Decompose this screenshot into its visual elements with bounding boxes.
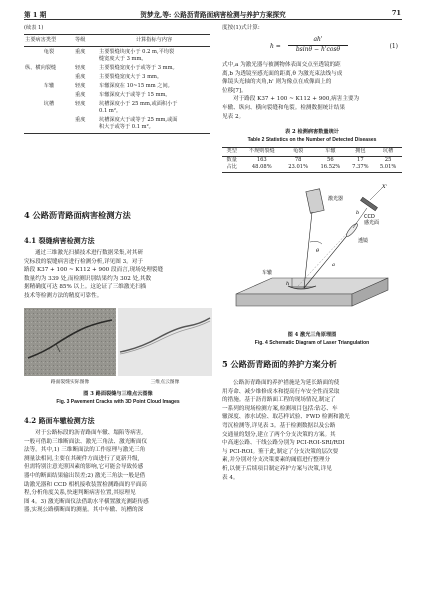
text-line: 对于公路标段的沥青路面车辙、塌陷等病害,	[35, 430, 144, 436]
table-cell	[24, 56, 74, 63]
table-row	[24, 81, 210, 90]
equation-lhs: h =	[270, 43, 281, 50]
section5-heading: 5 公路沥青路面的养护方案分析	[222, 359, 337, 369]
text-line: 一般可借助三维断面法、激光三角法、激光断面仪	[24, 438, 148, 445]
table2-header-cell: 不规则裂缝	[248, 148, 275, 154]
figure3-caption-en: Fig. 3 Pavement Cracks with 3D Point Cloud Images	[56, 399, 180, 405]
table-cell: 48.08%	[251, 164, 272, 170]
table-row	[24, 115, 210, 124]
table-cell	[74, 124, 98, 134]
table2-header-row	[222, 148, 402, 157]
text-line: 弯沉检测等,详见表 3。基于检测数据以及公路	[222, 422, 336, 429]
table-cell	[74, 56, 98, 63]
table2-header-cell: 车辙	[325, 148, 336, 154]
table-cell: 缝宽度大于 3 mm。	[99, 56, 147, 62]
text-line: 表 4。	[222, 474, 239, 481]
text-line: 位移[7]。	[222, 87, 247, 94]
table1-header-cell: 主要病害类型	[25, 37, 57, 43]
page-number: 71	[391, 9, 401, 17]
text-line: 究标段的裂缝病害进行检测分析,详见图 3。对于	[24, 258, 143, 265]
equation-number: (1)	[389, 43, 398, 50]
table-cell: 23.01%	[288, 164, 309, 170]
photo-right-caption: 三维点云图像	[150, 380, 180, 385]
table-cell: 占比	[226, 164, 237, 170]
laser-emitter	[306, 189, 324, 213]
text-line: 对于路段 K37 + 100 ~ K112 + 900,病害主要为	[233, 96, 360, 103]
table-row	[222, 164, 402, 172]
text-line: 程,分析角度关系,快速判断病害位置,其原理见	[24, 490, 136, 497]
text-line: 素,并分别对分支决策要素的阈值进行整理分	[222, 457, 331, 464]
table-cell	[24, 108, 74, 115]
text-line: 式中,a 为激光器与被测物体表面交点至透镜的距	[222, 62, 341, 68]
table-cell: 25	[384, 156, 392, 163]
table-row	[24, 56, 210, 63]
table1-header-cell: 等级	[75, 37, 86, 43]
text-line: 器,实现公路横断面的测量。其中车辙、坑槽的深	[24, 507, 144, 514]
table-cell: 重度	[75, 117, 86, 123]
label-ccd: CCD	[364, 214, 375, 220]
laser-triangulation-diagram	[232, 182, 392, 328]
table-cell: 龟裂	[43, 49, 55, 55]
text-line: 通过三维激光扫描技术进行数据采集,对其研	[35, 250, 144, 256]
diagram-svg	[232, 182, 392, 328]
table-row	[24, 47, 210, 57]
table-cell: 轻度	[75, 101, 86, 107]
text-line: 一系列的现场检测方案,检测项目包括:钻芯、车	[222, 405, 338, 412]
table-cell: 重度	[75, 74, 86, 80]
angle-arc	[310, 241, 322, 244]
pavement-crack-photo	[24, 308, 116, 376]
equation-numerator: ah'	[313, 36, 323, 43]
section4-heading: 4 公路沥青路面病害检测方法	[24, 210, 131, 220]
formula-intro: 度按(1)式计算:	[222, 25, 260, 31]
table2-header-cell: 类型	[226, 148, 237, 154]
label-lens: 透镜	[358, 238, 369, 244]
table-row	[24, 90, 210, 99]
text-line: 但需特别注意光照因素的影响,它可能会导致传感	[24, 464, 144, 471]
label-a: a	[332, 262, 335, 268]
text-line: 像镜头光轴的夹角,h' 则为像点在成像面上的	[222, 79, 332, 86]
text-line: 交通量的划分,建立了两个分支决策的方案。其	[222, 431, 336, 438]
table-cell: 坑槽深度大于或等于 25 mm,或面	[99, 117, 178, 123]
table-cell: 坑槽	[43, 101, 55, 107]
label-theta: θ	[316, 248, 320, 254]
table-cell	[24, 115, 74, 124]
issue-label: 第 1 期	[24, 11, 47, 19]
table-row	[24, 99, 210, 108]
table-cell: 重度	[75, 49, 86, 55]
table2-header-cell: 拥包	[355, 148, 366, 154]
table-row	[24, 124, 210, 134]
photo-left-caption: 路面裂缝实际图像	[50, 380, 90, 385]
figure4-caption-en: Fig. 4 Schematic Diagram of Laser Triangulation	[254, 340, 370, 346]
label-laser: 激光器	[328, 196, 344, 202]
text-line: 的措施。基于沥青路面工程的现场情况,制定了	[222, 397, 336, 404]
laser-beam	[304, 212, 312, 288]
text-line: 据精确度可达 85% 以上。这论证了三维激光扫描	[24, 284, 147, 291]
subsection-4-2-heading: 4.2 路面车辙检测方法	[24, 416, 95, 425]
table-cell: 56	[327, 156, 334, 163]
figure3-caption-cn: 图 3 路面裂缝与三维点云图像	[83, 391, 153, 397]
table-cell	[24, 124, 74, 134]
reflected-ray-2	[298, 230, 350, 286]
text-line: 数量约为 339 处,而检测识别结果约为 302 处,其数	[24, 275, 152, 282]
table-cell: 5.01%	[379, 164, 397, 170]
table1-header-row	[24, 35, 210, 47]
table-row	[24, 63, 210, 72]
paragraph-5	[222, 379, 402, 482]
table-cell: 轻度	[75, 83, 86, 89]
table-cell: 主要裂缝块度小于 0.2 m,平均裂	[99, 49, 175, 55]
text-line: 与 PCI-ROI。鉴于此,制定了分支决策的层次要	[222, 448, 339, 455]
header-rule	[24, 19, 402, 20]
table-row	[24, 72, 210, 81]
crack-image	[24, 308, 116, 376]
running-title: 贺梦龙,等: 公路沥青路面病害检测与养护方案探究	[140, 11, 286, 19]
table-cell: 纵、横向裂缝	[25, 65, 57, 71]
table1-continued-label: (续表 1)	[24, 25, 44, 31]
paragraph-formula-explained	[222, 61, 402, 121]
paragraph-4-2	[24, 429, 212, 515]
table1	[24, 34, 210, 134]
subsection-4-1-heading: 4.1 裂缝病害检测方法	[24, 236, 95, 245]
table-cell: 积大于或等于 0.1 m²。	[99, 124, 154, 130]
table2-header-cell: 坑槽	[382, 148, 394, 154]
table-cell: 坑槽深度小于 25 mm,或面积小于	[99, 101, 178, 107]
table-cell: 主要裂缝宽度小于或等于 3 mm。	[99, 65, 178, 71]
lens	[345, 222, 359, 237]
figure4-caption-cn: 图 4 激光三角原理图	[287, 332, 337, 338]
table-cell: 主要裂缝宽度大于 3 mm。	[99, 74, 163, 80]
text-line: 路段 K37 + 100 ~ K112 + 900 段而言,现场处理裂缝	[24, 267, 164, 274]
text-line: 法等。其中,1) 三维断面法的工作原理与激光三角	[24, 447, 146, 454]
table-cell: 车辙	[43, 83, 55, 89]
table-cell: 16.52%	[320, 164, 341, 170]
equation-denominator: bsinθ − h'cosθ	[295, 46, 341, 53]
pavement-front	[236, 294, 352, 306]
table-cell: 车辙深度大于或等于 15 mm。	[99, 92, 171, 98]
text-line: 助激光器和 CCD 相机接收装置检测路面的平面高	[24, 481, 147, 488]
table-cell	[24, 72, 74, 81]
table2	[222, 147, 402, 173]
ccd-sensor	[360, 197, 377, 211]
label-ccd-surface: 感光面	[364, 220, 380, 226]
label-rut: 车辙	[262, 270, 273, 276]
table-cell: 轻度	[75, 65, 86, 71]
table2-caption-cn: 表 2 检测病害数量统计	[285, 129, 339, 135]
table-cell: 0.1 m²。	[99, 108, 122, 114]
label-x-prime: X'	[382, 184, 387, 190]
table-cell: 78	[294, 156, 302, 163]
text-line: 技术等检测方法的精度可靠性。	[24, 292, 103, 299]
table-cell: 车辙深度在 10~15 mm 之间。	[99, 83, 173, 89]
table2-header-cell: 龟裂	[292, 148, 304, 154]
equation-1	[222, 36, 402, 58]
table-cell: 163	[256, 156, 267, 163]
text-line: 见表 2。	[222, 113, 245, 120]
table1-header-cell: 计算指标与内容	[135, 37, 173, 43]
point-cloud-image	[118, 308, 212, 376]
table-cell	[24, 90, 74, 99]
table-row	[24, 108, 210, 115]
table-cell	[74, 108, 98, 115]
text-line: 测量法相同,主要在其硬件方面进行了更新升级,	[24, 455, 140, 462]
table2-caption-en: Table 2 Statistics on the Number of Detected Diseases	[247, 137, 377, 143]
text-line: 用寿命、减少维修成本和提高行车安全性而采取	[222, 388, 340, 395]
paragraph-4-1	[24, 249, 212, 301]
table-cell: 重度	[75, 92, 86, 98]
text-line: 离,b 为透镜至感光面的距离,θ 为激光束法线与成	[222, 70, 343, 77]
x-prime-axis	[370, 188, 382, 200]
point-cloud-render	[118, 308, 212, 376]
table1-block	[24, 24, 210, 134]
text-line: 图 4。3) 激光断面仪法借助水平横置激光测距传感	[24, 498, 149, 505]
label-b: b	[356, 210, 360, 216]
table-cell: 17	[357, 156, 364, 163]
text-line: 车辙、纵向、横向裂缝和龟裂。检测数据统计结果	[222, 104, 346, 111]
text-line: 析,以便于后续项目制定养护方案与决策,详见	[222, 465, 332, 472]
text-line: 辙深度、渗水试验、取芯样试验、FWD 检测和激光	[222, 414, 350, 421]
text-line: 公路沥青路面的养护措施是为延长路面的使	[233, 380, 340, 386]
text-line: 中高速公路、干线公路分别为 PCI-ROI-SRI/RDI	[222, 440, 345, 447]
table-cell: 数量	[226, 156, 237, 163]
table-cell: 7.37%	[352, 164, 369, 170]
table-row	[222, 156, 402, 164]
label-h: h	[286, 281, 290, 287]
text-line: 器中的断面结果输出误差;2) 激光三角法一般是借	[24, 472, 146, 479]
